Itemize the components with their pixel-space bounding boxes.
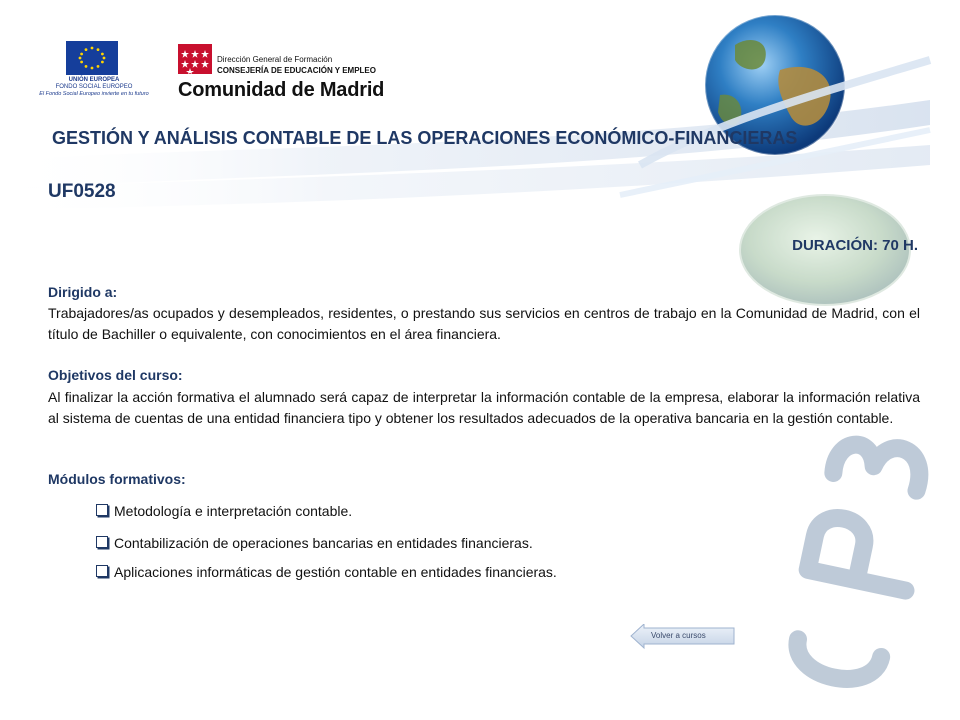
module-item (96, 503, 352, 519)
module-item (96, 564, 557, 580)
module-label: Aplicaciones informáticas de gestión contable en entidades financieras. (114, 564, 557, 580)
eu-caption-line2: FONDO SOCIAL EUROPEO (55, 84, 133, 90)
back-button-label: Volver a cursos (651, 631, 706, 640)
course-code: UF0528 (48, 181, 116, 202)
eu-flag-logo (66, 41, 118, 75)
eu-caption (34, 77, 154, 98)
module-item (96, 535, 533, 551)
modules-heading: Módulos formativos: (48, 471, 186, 487)
checkbox-bullet-icon (96, 565, 108, 577)
checkbox-bullet-icon (96, 536, 108, 548)
checkbox-bullet-icon (96, 504, 108, 516)
objectives-text: Al finalizar la acción formativa el alumnado será capaz de interpretar la información contable de la empresa, elaborar la información relativa al sistema de cuentas de una entidad financiera tipo y obtener los resultados adecuados de la operativa bancaria en la gestión contable. (48, 389, 920, 426)
module-label: Metodología e interpretación contable. (114, 503, 353, 519)
objectives-heading: Objetivos del curso: (48, 367, 183, 383)
cp3-watermark (787, 435, 934, 689)
course-duration: DURACIÓN: 70 H. (792, 237, 918, 254)
audience-text: Trabajadores/as ocupados y desempleados, residentes, o prestando sus servicios en centros de trabajo en la Comunidad de Madrid, con el título de Bachiller o equivalente, con conocimientos en el área financiera. (48, 305, 920, 342)
course-title: GESTIÓN Y ANÁLISIS CONTABLE DE LAS OPERACIONES ECONÓMICO-FINANCIERAS (52, 128, 798, 148)
eu-caption-line1: UNIÓN EUROPEA (68, 77, 120, 83)
audience-heading: Dirigido a: (48, 284, 118, 300)
back-to-courses-button[interactable] (630, 624, 736, 650)
madrid-logo-line2: CONSEJERÍA DE EDUCACIÓN Y EMPLEO (217, 66, 376, 75)
madrid-flag-logo (178, 44, 212, 74)
eu-caption-line3: El Fondo Social Europeo invierte en tu futuro (39, 91, 149, 97)
module-label: Contabilización de operaciones bancarias en entidades financieras. (114, 535, 533, 551)
madrid-logo-line1: Dirección General de Formación (217, 55, 333, 64)
madrid-logo-line3: Comunidad de Madrid (178, 79, 385, 101)
